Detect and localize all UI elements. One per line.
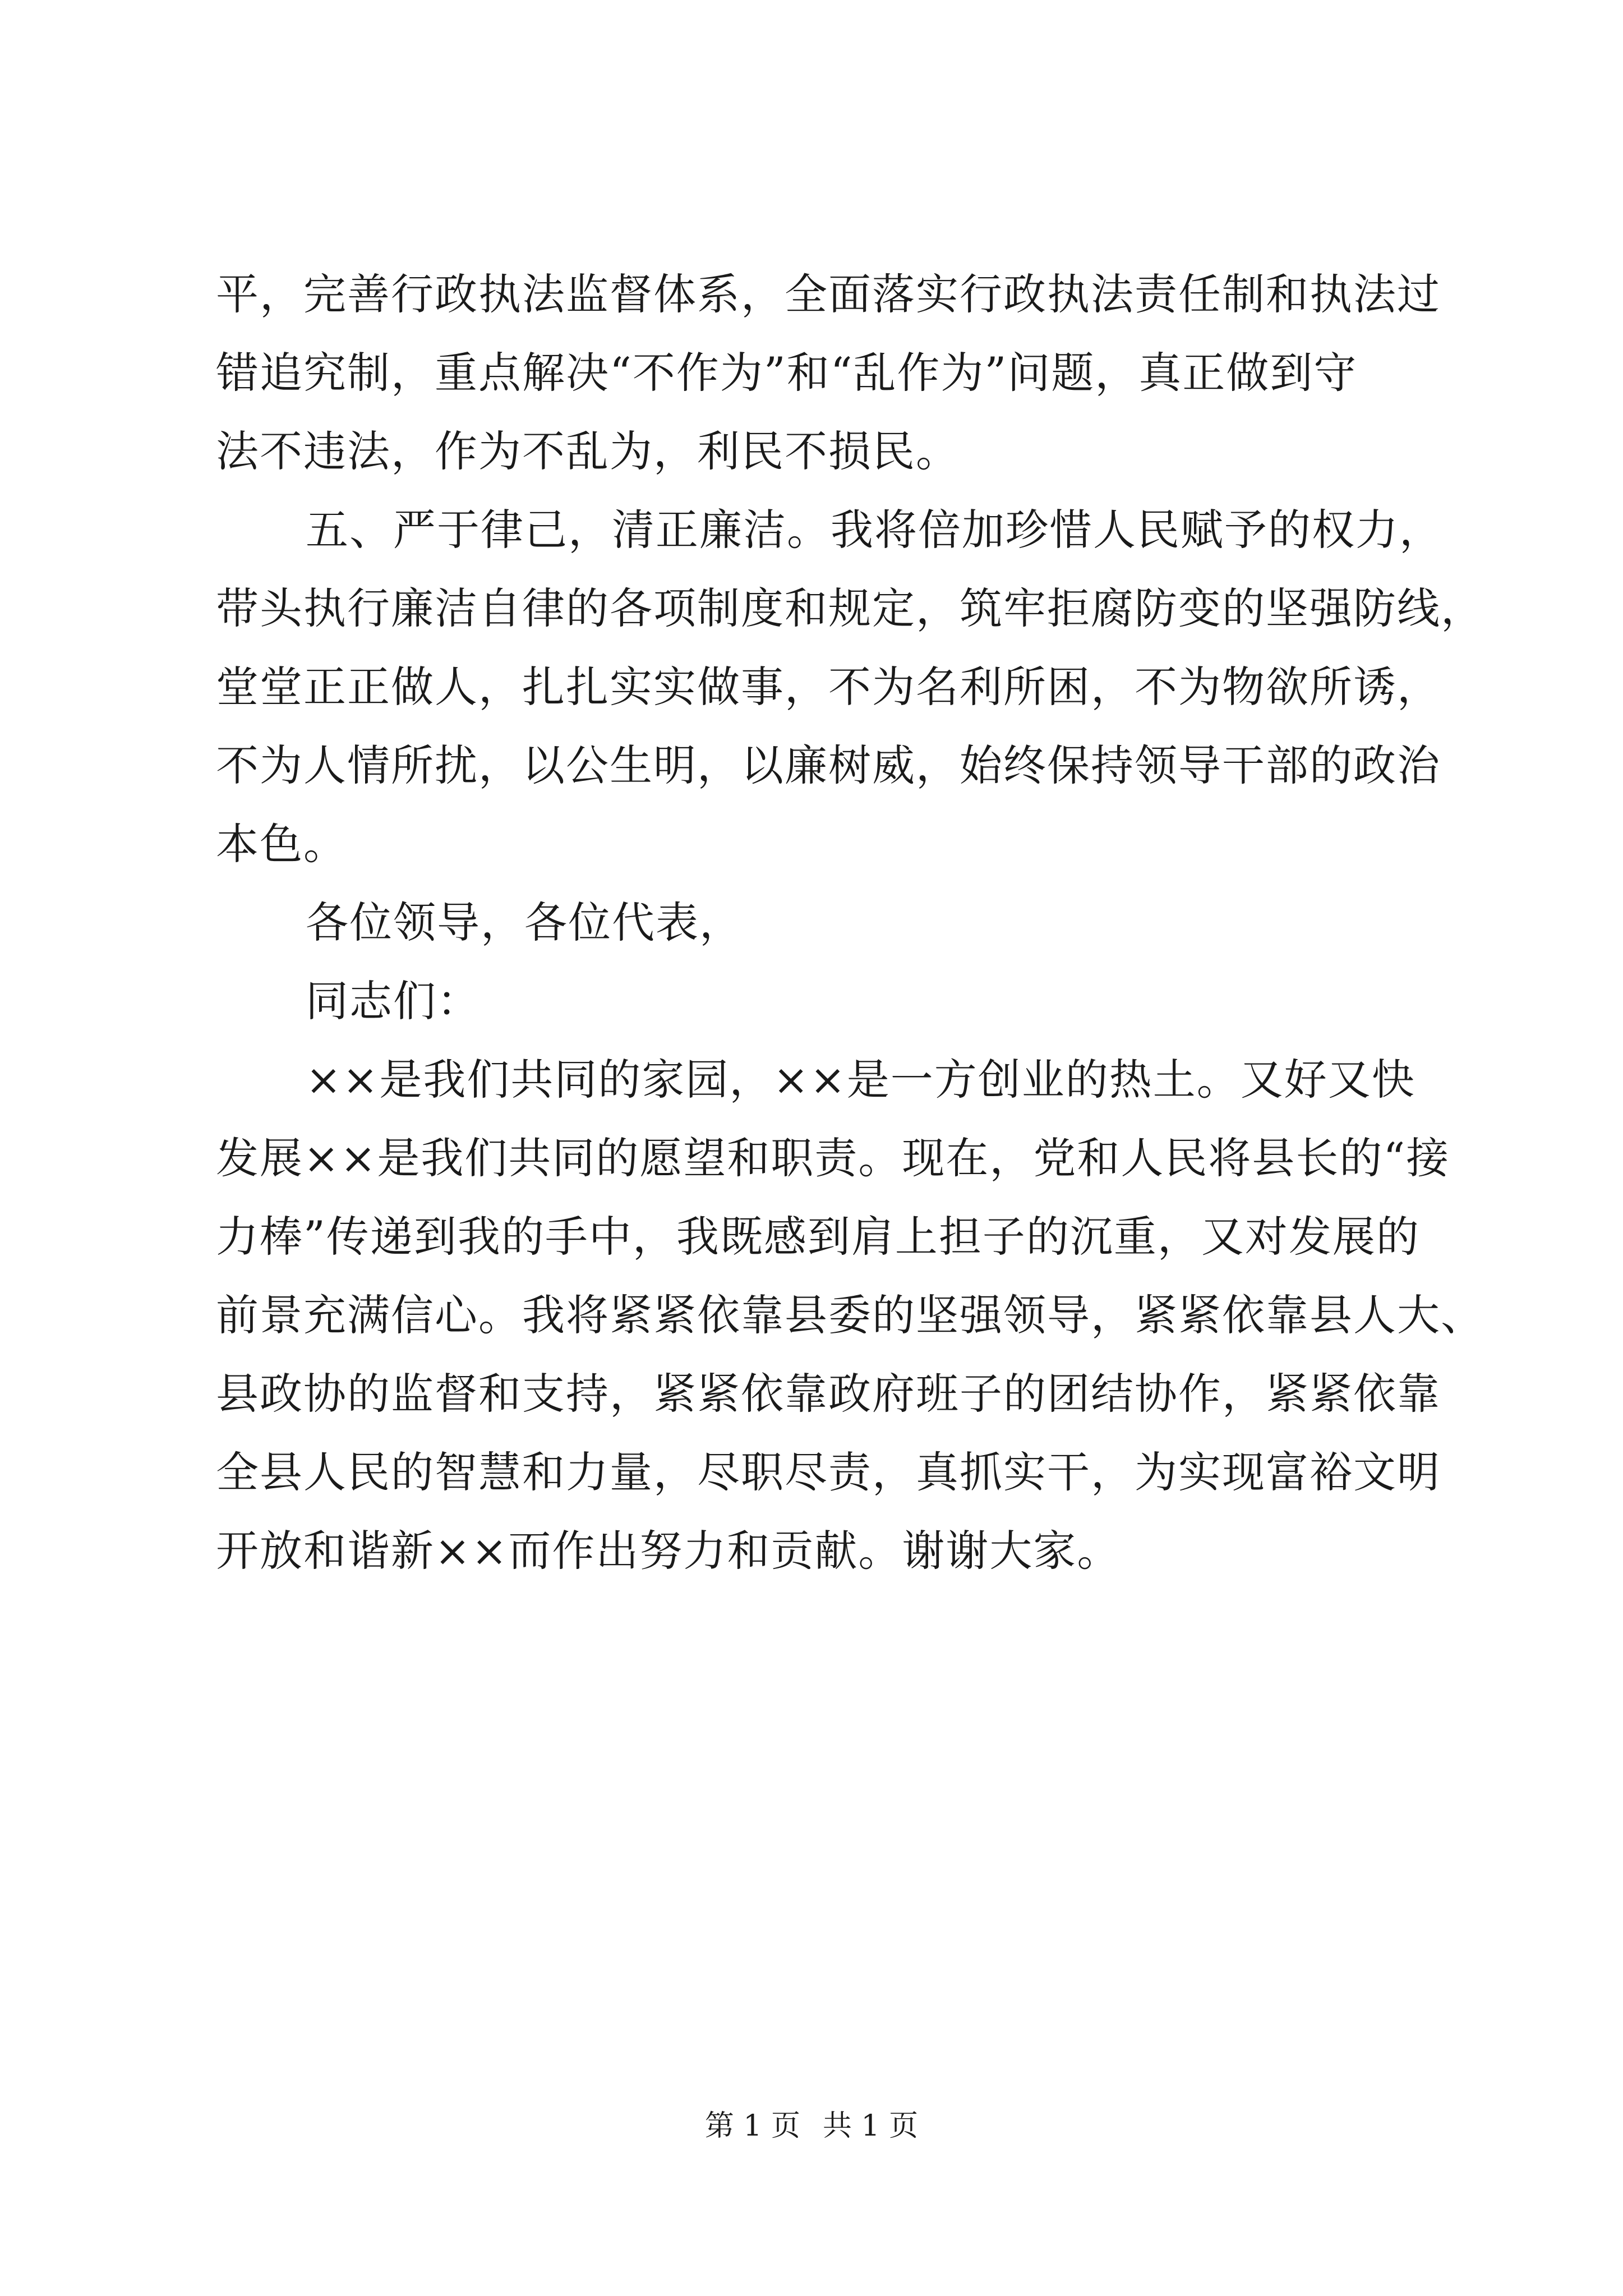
paragraph-line: 平，完善行政执法监督体系，全面落实行政执法责任制和执法过 xyxy=(216,269,1441,319)
paragraph-line: 前景充满信心。我将紧紧依靠县委的坚强领导，紧紧依靠县人大、 xyxy=(216,1290,1484,1340)
paragraph-line: ××是我们共同的家园，××是一方创业的热土。又好又快 xyxy=(306,1055,1415,1105)
document-body xyxy=(216,255,1484,1590)
salutation-line: 各位领导，各位代表， xyxy=(306,898,743,947)
paragraph-line: 堂堂正正做人，扎扎实实做事，不为名利所困，不为物欲所诱， xyxy=(216,662,1441,712)
paragraph-line: 不为人情所扰，以公生明，以廉树威，始终保持领导干部的政治 xyxy=(216,740,1441,790)
paragraph-line: 开放和谐新××而作出努力和贡献。谢谢大家。 xyxy=(216,1526,1121,1576)
paragraph-line: 县政协的监督和支持，紧紧依靠政府班子的团结协作，紧紧依靠 xyxy=(216,1369,1441,1419)
salutation-line: 同志们： xyxy=(306,976,481,1026)
page-footer xyxy=(0,2106,1623,2146)
paragraph-line: 全县人民的智慧和力量，尽职尽责，真抓实干，为实现富裕文明 xyxy=(216,1447,1441,1497)
paragraph-line: 带头执行廉洁自律的各项制度和规定，筑牢拒腐防变的坚强防线， xyxy=(216,583,1484,633)
paragraph-line: 错追究制，重点解决“不作为”和“乱作为”问题，真正做到守 xyxy=(216,348,1358,398)
paragraph-line: 力棒”传递到我的手中，我既感到肩上担子的沉重，又对发展的 xyxy=(216,1212,1420,1262)
paragraph-line: 五、严于律己，清正廉洁。我将倍加珍惜人民赋予的权力， xyxy=(306,505,1443,555)
page-total: 共 1 页 xyxy=(823,2109,919,2143)
paragraph-line: 本色。 xyxy=(216,819,347,869)
paragraph-line: 发展××是我们共同的愿望和职责。现在，党和人民将县长的“接 xyxy=(216,1133,1450,1183)
page-number: 第 1 页 xyxy=(704,2109,800,2143)
paragraph-line: 法不违法，作为不乱为，利民不损民。 xyxy=(216,426,960,476)
